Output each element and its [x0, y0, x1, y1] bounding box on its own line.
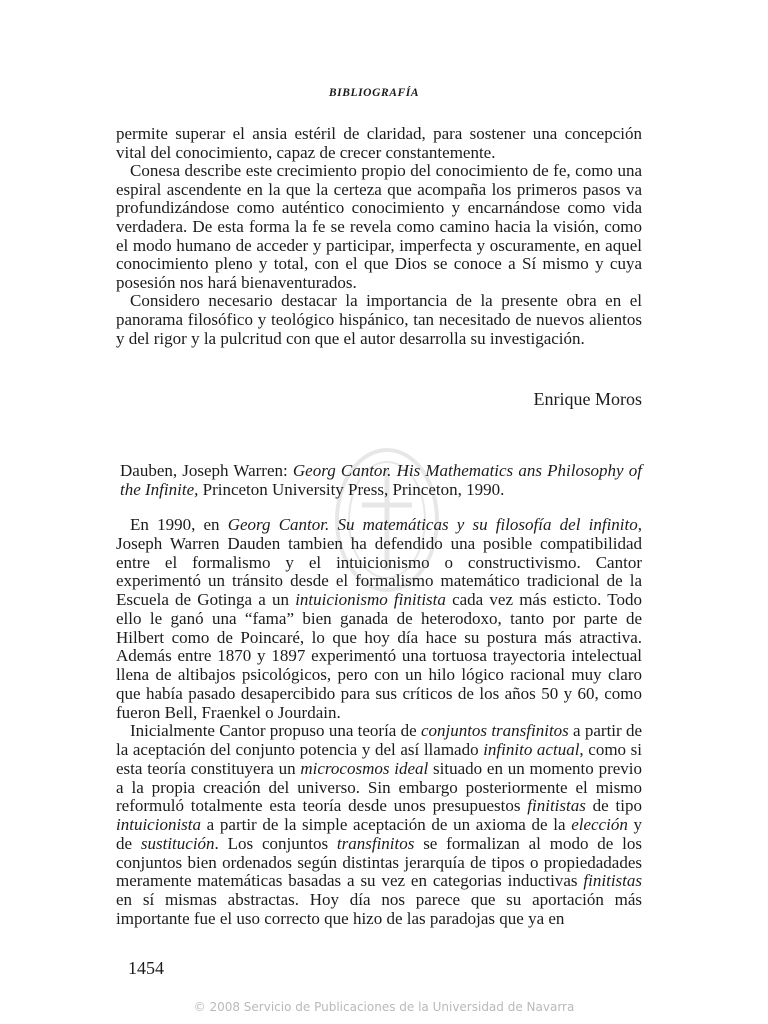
reference-publisher: Princeton University Press, Princeton, 1990.: [198, 480, 505, 499]
page-number: 1454: [128, 958, 164, 978]
text-run: En 1990, en: [130, 515, 228, 534]
italic-run: microcosmos ideal: [300, 758, 429, 778]
running-header: BIBLIOGRAFÍA: [328, 87, 420, 99]
paragraph: Considero necesario destacar la importancia de la presente obra en el panorama filosófico y teológico hispánico, tan necesitado de nuevos alientos y del rigor y la pulcritud con que el autor desarrolla su investigación.: [116, 291, 642, 348]
italic-run: intuicionista: [116, 815, 201, 834]
paragraph: Conesa describe este crecimiento propio del conocimiento de fe, como una espiral ascendente en la que la certeza que acompaña los primeros pasos va profundizándose como auténtico conocimiento y encarnándose como vida verdadera. De esta forma la fe se revela como camino hacia la visión, como el modo humano de acceder y participar, imperfecta y oscuramente, en aquel conocimiento pleno y total, con el que Dios se conoce a Sí mismo y cuya posesión nos hará bienaventurados.: [116, 161, 642, 292]
text-run: en sí mismas abstractas. Hoy día nos parece que su aportación más importante fue el uso correcto que hizo de las paradojas que ya en: [116, 890, 642, 928]
italic-run: sustitución: [140, 833, 215, 853]
paragraph: [116, 516, 642, 722]
text-run: situado en un momento previo a la propia creación del universo. Sin embargo posteriormente el mismo reformuló totalmente esta teoría desde unos presupuestos: [116, 758, 642, 816]
text-run: Inicialmente Cantor propuso una teoría de: [130, 721, 421, 741]
italic-run: Georg Cantor. Su matemáticas y su filosofía del infinito: [227, 515, 638, 534]
reference-author: Dauben, Joseph Warren:: [120, 461, 293, 480]
italic-run: finitistas: [527, 796, 586, 816]
text-run: y de: [116, 815, 643, 853]
text-run: . Los conjuntos: [214, 833, 337, 853]
text-run: a partir de la aceptación del conjunto potencia y del así llamado: [116, 721, 643, 759]
italic-run: intuicionismo finitista: [295, 590, 446, 609]
italic-run: finitistas: [583, 871, 642, 891]
paragraph: permite superar el ansia estéril de claridad, para sostener una concepción vital del conocimiento, capaz de crecer constantemente.: [116, 124, 642, 162]
italic-run: elección: [571, 815, 628, 834]
text-run: , como si esta teoría constituyera un: [116, 740, 643, 778]
text-run: a partir de la simple aceptación de un axioma de la: [201, 815, 572, 834]
text-run: cada vez más esticto. Todo ello le ganó una “fama” bien ganada de heterodoxo, tanto por parte de Hilbert como de Poincaré, lo que hoy día hace su postura más atractiva. Además entre 1870 y 1897 experimentó una tortuosa trayectoria intelectual llena de altibajos psicológicos, pero con un hilo lógico racional muy claro que había pasado desapercibido para sus críticos de los años 50 y 60, como fueron Bell, Fraenkel o Jourdain.: [116, 590, 642, 722]
bibliographic-reference: [120, 461, 642, 499]
review-signature: Enrique Moros: [533, 389, 642, 409]
reference-title: Georg Cantor. His Mathematics ans Philosophy of the Infinite,: [120, 461, 642, 499]
review-1-body: [116, 125, 642, 348]
italic-run: conjuntos transfinitos: [420, 721, 569, 741]
paragraph: [116, 722, 642, 928]
italic-run: infinito actual: [483, 740, 580, 759]
text-run: , Joseph Warren Dauden tambien ha defendido una posible compatibilidad entre el formalismo y el intuicionismo o constructivismo. Cantor experimentó un tránsito desde el formalismo matemático tradicional de la Escuela de Gotinga a un: [116, 515, 642, 609]
copyright-footer: © 2008 Servicio de Publicaciones de la Universidad de Navarra: [193, 1000, 575, 1014]
italic-run: transfinitos: [336, 833, 415, 853]
text-run: se formalizan al modo de los conjuntos bien ordenados según distintas jerarquía de tipos o propiedadades meramente matemáticas basadas a su vez en categorias inductivas: [116, 833, 642, 891]
review-2-body: [116, 516, 642, 929]
text-run: de tipo: [585, 796, 643, 816]
